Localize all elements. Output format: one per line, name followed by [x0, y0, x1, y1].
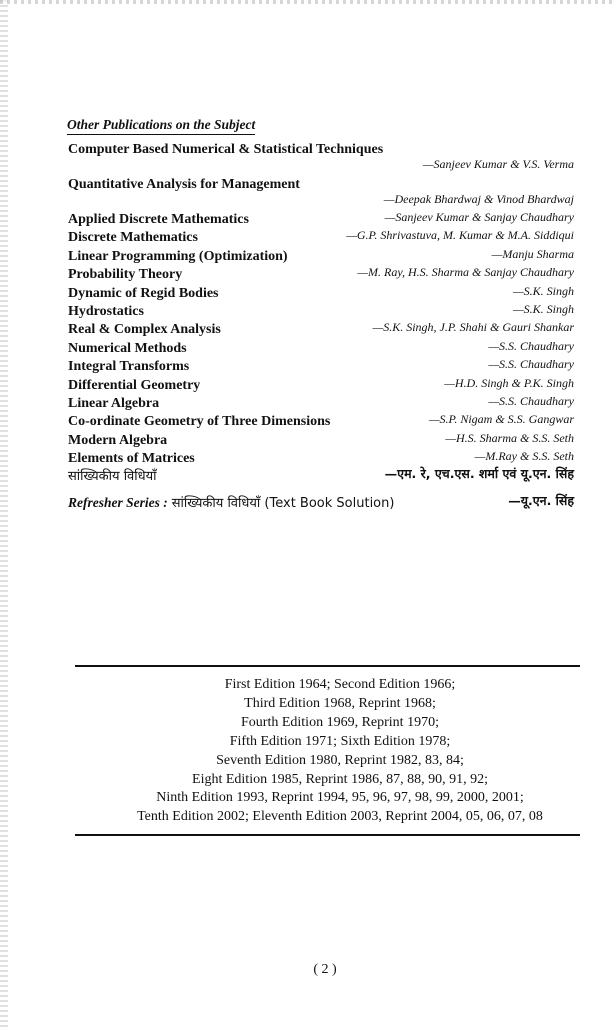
publication-title: Computer Based Numerical & Statistical Techniques	[68, 142, 384, 157]
publication-item	[68, 140, 574, 175]
publication-title: Discrete Mathematics	[68, 230, 198, 246]
publication-title: Co-ordinate Geometry of Three Dimensions	[68, 414, 331, 430]
publication-author: —S.S. Chaudhary	[488, 393, 574, 408]
section-heading: Other Publications on the Subject	[67, 117, 255, 135]
publication-item	[68, 284, 574, 302]
publication-item	[68, 175, 574, 210]
publication-author: —Manju Sharma	[491, 246, 574, 261]
publication-title: Numerical Methods	[68, 340, 187, 356]
publication-author: —H.S. Sharma & S.S. Seth	[445, 430, 574, 445]
publication-title: Elements of Matrices	[68, 451, 195, 467]
publication-title: Differential Geometry	[68, 377, 201, 393]
publication-title: Linear Programming (Optimization)	[68, 248, 288, 264]
scan-edge-top	[0, 0, 616, 4]
publication-title: सांख्यिकीय विधियाँ	[68, 469, 157, 485]
publication-title: Real & Complex Analysis	[68, 322, 221, 338]
publication-author: —S.S. Chaudhary	[488, 338, 574, 353]
edition-line: Seventh Edition 1980, Reprint 1982, 83, 84;	[216, 752, 464, 768]
publication-author: —M. Ray, H.S. Sharma & Sanjay Chaudhary	[357, 265, 574, 280]
publication-author: —एम. रे, एच.एस. शर्मा एवं यू.एन. सिंह	[384, 466, 574, 482]
refresher-author: —यू.एन. सिंह	[508, 492, 574, 508]
page-number: ( 2 )	[313, 962, 337, 977]
publication-author: —Sanjeev Kumar & Sanjay Chaudhary	[384, 210, 574, 224]
divider-bottom	[75, 834, 580, 836]
publication-author: —S.K. Singh, J.P. Shahi & Gauri Shankar	[372, 320, 574, 335]
publication-title: Linear Algebra	[68, 395, 160, 411]
publication-title: Quantitative Analysis for Management	[68, 177, 300, 192]
publication-list	[68, 140, 574, 512]
edition-line: First Edition 1964; Second Edition 1966;	[224, 677, 456, 692]
publication-author: —S.S. Chaudhary	[488, 357, 574, 372]
publication-author: —M.Ray & S.S. Seth	[474, 449, 574, 464]
publication-author: —Sanjeev Kumar & V.S. Verma	[422, 157, 574, 171]
publication-author: —H.D. Singh & P.K. Singh	[444, 375, 574, 390]
publication-title: Dynamic of Regid Bodies	[68, 285, 219, 301]
refresher-title: सांख्यिकीय विधियाँ (Text Book Solution)	[171, 495, 395, 511]
publication-author: —Deepak Bhardwaj & Vinod Bhardwaj	[383, 192, 574, 206]
publication-title: Modern Algebra	[68, 432, 168, 448]
publication-title: Probability Theory	[68, 267, 183, 283]
edition-line: Eight Edition 1985, Reprint 1986, 87, 88, 90, 91, 92;	[192, 771, 488, 787]
publication-title: Integral Transforms	[68, 359, 190, 375]
edition-line: Ninth Edition 1993, Reprint 1994, 95, 96, 97, 98, 99, 2000, 2001;	[156, 790, 524, 806]
scan-edge-left	[0, 0, 8, 1030]
edition-history	[75, 676, 605, 827]
publication-title: Hydrostatics	[68, 303, 144, 319]
publication-item	[68, 467, 574, 485]
publication-item	[68, 265, 574, 283]
refresher-label: Refresher Series :	[68, 494, 168, 510]
edition-line: Fourth Edition 1969, Reprint 1970;	[241, 714, 439, 730]
publication-author: —G.P. Shrivastuva, M. Kumar & M.A. Siddiqui	[346, 228, 574, 243]
publication-author: —S.P. Nigam & S.S. Gangwar	[428, 412, 574, 427]
refresher-series-item	[68, 494, 574, 512]
publication-author: —S.K. Singh	[512, 301, 574, 316]
publication-title: Applied Discrete Mathematics	[68, 212, 249, 227]
publication-author: —S.K. Singh	[512, 283, 574, 298]
edition-line: Fifth Edition 1971; Sixth Edition 1978;	[229, 733, 451, 749]
divider-top	[75, 665, 580, 667]
edition-line: Third Edition 1968, Reprint 1968;	[244, 695, 436, 711]
edition-line: Tenth Edition 2002; Eleventh Edition 2003, Reprint 2004, 05, 06, 07, 08	[137, 809, 543, 825]
